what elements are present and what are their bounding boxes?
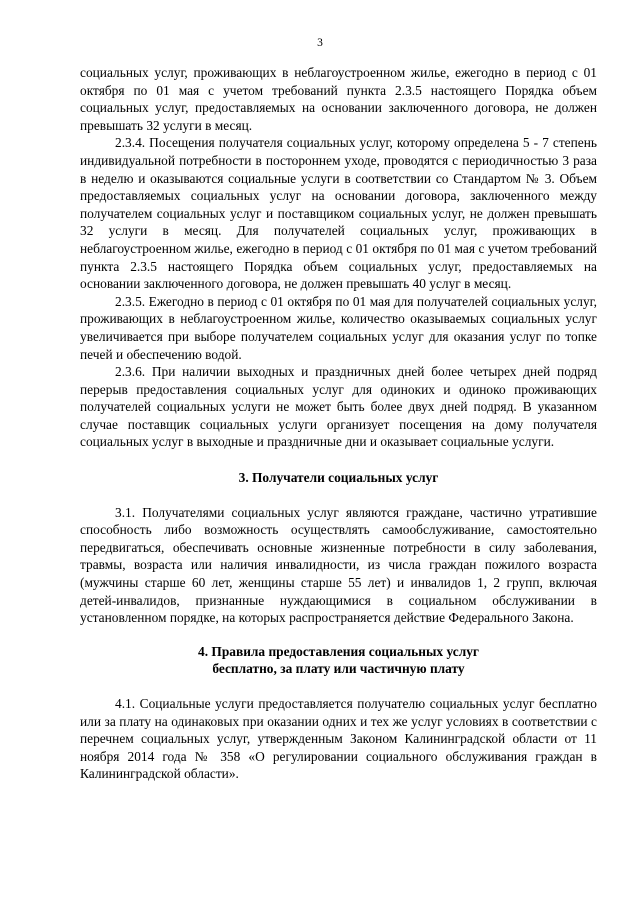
- section-4-heading: [80, 643, 597, 678]
- paragraph-2-3-5: 2.3.5. Ежегодно в период с 01 октября по 01 мая для получателей социальных услуг, проживающих в неблагоустроенном жилье, количество оказываемых социальных услуг увеличивается при выборе получателем социальных услуг для оказания услуг по топке печей и обеспечению водой.: [80, 293, 597, 362]
- document-body: [80, 64, 597, 783]
- paragraph-continuation: социальных услуг, проживающих в неблагоустроенном жилье, ежегодно в период с 01 октября по 01 мая с учетом требований пункта 2.3.5 настоящего Порядка объем социальных услуг, предоставляемых на основании заключенного договора, не должен превышать 32 услуги в месяц.: [80, 65, 597, 133]
- paragraph-4-1: 4.1. Социальные услуги предоставляется получателю социальных услуг бесплатно или за плату на одинаковых при оказании одних и тех же услуг условиях в соответствии с перечнем социальных услуг, утвержденным Законом Калининградской области от 11 ноября 2014 года № 358 «О регулировании социального обслуживания граждан в Калининградской области».: [80, 696, 597, 782]
- section-4-heading-line-1: 4. Правила предоставления социальных услуг: [198, 643, 479, 659]
- paragraph-2-3-6: 2.3.6. При наличии выходных и праздничных дней более четырех дней подряд перерыв предоставления социальных услуг для одиноких и одиноко проживающих получателей социальных услуги не может быть более двух дней подряд. В указанном случае поставщик социальных услуги организует посещения на дому получателя социальных услуг в выходные и праздничные дни и оказывает социальные услуги.: [80, 364, 597, 450]
- section-4-heading-line-2: бесплатно, за плату или частичную плату: [212, 661, 465, 677]
- section-3-heading: 3. Получатели социальных услуг: [238, 470, 439, 486]
- paragraph-2-3-4: 2.3.4. Посещения получателя социальных услуг, которому определена 5 - 7 степень индивидуальной потребности в постороннем уходе, проводятся с периодичностью 3 раза в неделю и оказываются социальные услуги в соответствии со Стандартом № 3. Объем предоставляемых социальных услуг на основании договора, заключенного между получателем социальных услуг и поставщиком социальных услуг, не должен превышать 32 услуги в месяц. Для получателей социальных услуг, проживающих в неблагоустроенном жилье, ежегодно в период с 01 октября по 01 мая с учетом требований пункта 2.3.5 настоящего Порядка объем социальных услуг, предоставляемых на основании заключенного договора, не должен превышать 40 услуг в месяц.: [80, 135, 597, 292]
- paragraph-3-1: 3.1. Получателями социальных услуг являются граждане, частично утратившие способность либо возможность осуществлять самообслуживание, самостоятельно передвигаться, обеспечивать основные жизненные потребности в силу заболевания, травмы, возраста или наличия инвалидности, из числа граждан пожилого возраста (мужчины старше 60 лет, женщины старше 55 лет) и инвалидов 1, 2 групп, включая детей-инвалидов, признанные нуждающимися в социальном обслуживании в установленном порядке, на которых распространяется действие Федерального Закона.: [80, 504, 597, 626]
- page-number: 3: [317, 37, 323, 49]
